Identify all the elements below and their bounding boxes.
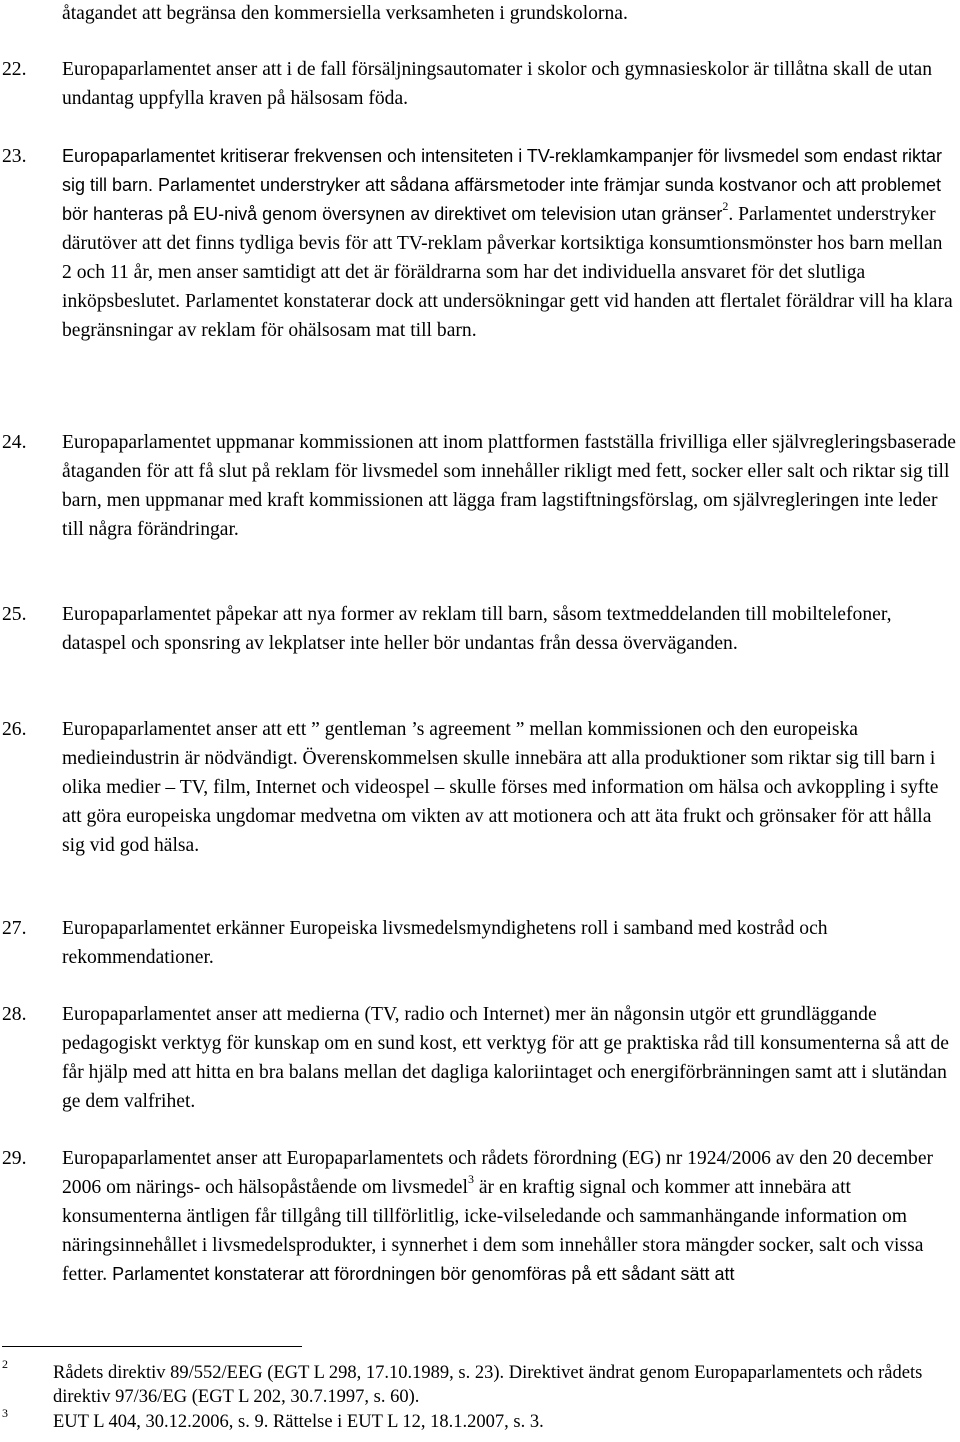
paragraph-number: 27. bbox=[2, 918, 27, 939]
paragraph-number: 23. bbox=[2, 146, 27, 167]
paragraph-number: 22. bbox=[2, 59, 27, 80]
footnote-reference[interactable]: 3 bbox=[467, 1172, 474, 1187]
paragraph-number: 24. bbox=[2, 432, 27, 453]
footnote-separator bbox=[2, 1346, 302, 1347]
footnote-number: 3 bbox=[2, 1406, 8, 1420]
footnote-number: 2 bbox=[2, 1357, 8, 1371]
paragraph-text: Europaparlamentet anser att i de fall försäljningsautomater i skolor och gymnasieskolor är tillåtna skall de utan undantag uppfylla kraven på hälsosam föda. bbox=[62, 59, 933, 109]
paragraph-text: Europaparlamentet erkänner Europeiska livsmedelsmyndighetens roll i samband med kostråd och rekommendationer. bbox=[62, 918, 828, 968]
paragraph-number: 26. bbox=[2, 719, 27, 740]
paragraph-sentence: är en kraftig signal och kommer att innebära att konsumenterna äntligen får tillgång till tillförlitlig, icke-vilseledande och sammanhängande information om näringsinnehållet i livsmedelsprodukter, i synnerhet i dem som innehåller stora mängder socker, salt och vissa fetter. bbox=[62, 1177, 924, 1285]
continuation-text: åtagandet att begränsa den kommersiella verksamheten i grundskolorna. bbox=[62, 3, 628, 24]
paragraph-number: 28. bbox=[2, 1004, 27, 1025]
paragraph-sentence: . Parlamentet understryker därutöver att det finns tydliga bevis för att TV-reklam påverkar kortsiktiga konsumtionsmönster hos barn mellan 2 och 11 år, men anser samtidigt att det är föräldrarna som har det individuella ansvaret för det slutliga inköpsbeslutet. bbox=[62, 204, 943, 312]
paragraph-sentence: Europaparlamentet anser att Europaparlamentets och rådets förordning (EG) nr 1924/2006 av den 20 december 2006 om närings- och hälsopåstående om livsmedel bbox=[62, 1148, 934, 1198]
paragraph-text: Europaparlamentet uppmanar kommissionen att inom plattformen fastställa frivilliga eller självregleringsbaserade åtaganden för att få slut på reklam för livsmedel som innehåller rikligt med fett, socker eller salt och riktar sig till barn, men uppmanar med kraft kommissionen att lägga fram lagstiftningsförslag, om självregleringen inte leder till några förändringar. bbox=[62, 432, 956, 540]
paragraph-sentence: Parlamentet understryker att sådana affärsmetoder inte främjar sunda kostvanor och att problemet bör hanteras på EU-nivå genom översynen av direktivet om television utan gränser bbox=[62, 175, 942, 224]
paragraph-sentence: Parlamentet konstaterar att förordningen bör genomföras på ett sådant sätt att bbox=[107, 1264, 735, 1284]
footnote-text: EUT L 404, 30.12.2006, s. 9. Rättelse i EUT L 12, 18.1.2007, s. 3. bbox=[53, 1412, 544, 1432]
paragraph-number: 25. bbox=[2, 604, 27, 625]
paragraph-number: 29. bbox=[2, 1148, 27, 1169]
paragraph-text: Europaparlamentet påpekar att nya former av reklam till barn, såsom textmeddelanden till mobiltelefoner, dataspel och sponsring av lekplatser inte heller bör undantas från dessa överväganden. bbox=[62, 604, 892, 654]
paragraph-sentence: Parlamentet konstaterar dock att undersökningar gett vid handen att flertalet föräldrar vill ha klara begränsningar av reklam för ohälsosam mat till barn. bbox=[62, 291, 953, 341]
footnote-text: Rådets direktiv 89/552/EEG (EGT L 298, 17.10.1989, s. 23). Direktivet ändrat genom Europaparlamentets och rådets direktiv 97/36/EG (EGT L 202, 30.7.1997, s. 60). bbox=[53, 1363, 923, 1407]
paragraph-text: Europaparlamentet anser att medierna (TV, radio och Internet) mer än någonsin utgör ett grundläggande pedagogiskt verktyg för kunskap om en sund kost, ett verktyg för att ge praktiska råd till konsumenterna så att de får hjälp med att hitta en bra balans mellan det dagliga kaloriintaget och energiförbränningen samt att i slutändan ge dem valfrihet. bbox=[62, 1004, 949, 1112]
footnote-reference[interactable]: 2 bbox=[722, 199, 729, 214]
paragraph-text bbox=[62, 142, 957, 345]
paragraph-text bbox=[62, 1144, 957, 1289]
paragraph-sentence: Europaparlamentet kritiserar frekvensen och intensiteten i TV-reklamkampanjer för livsmedel som endast riktar sig till barn. bbox=[62, 146, 943, 195]
paragraph-text: Europaparlamentet anser att ett ” gentleman ’s agreement ” mellan kommissionen och den europeiska medieindustrin är nödvändigt. Överenskommelsen skulle innebära att alla produktioner som riktar sig till barn i olika medier – TV, film, Internet och videospel – skulle förses med information om hälsa och avkoppling i syfte att göra europeiska ungdomar medvetna om vikten av att motionera och att äta frukt och grönsaker för att hålla sig vid god hälsa. bbox=[62, 719, 939, 856]
